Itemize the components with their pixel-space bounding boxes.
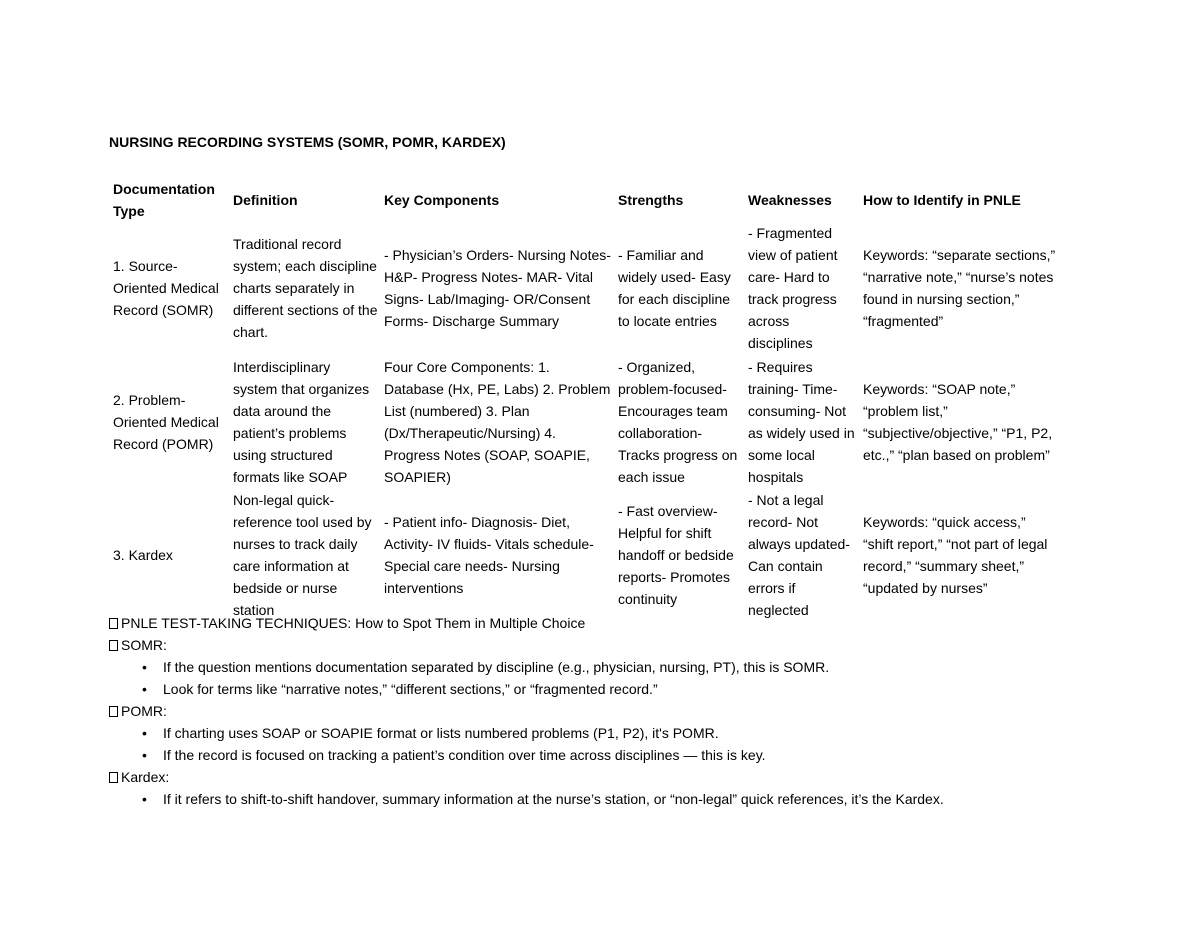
table-row — [109, 222, 1059, 354]
missing-glyph-icon — [109, 640, 118, 651]
tips-bullet: • If it refers to shift-to-shift handover, summary information at the nurse’s station, or “non-legal” quick references, it’s the Kardex. — [109, 788, 1109, 810]
missing-glyph-icon — [109, 618, 118, 629]
cell-weaknesses: - Not a legal record- Not always updated- Can contain errors if neglected — [748, 492, 850, 618]
tips-bullet: • If the question mentions documentation separated by discipline (e.g., physician, nursing, PT), this is SOMR. — [109, 656, 1109, 678]
cell-strengths: - Familiar and widely used- Easy for each discipline to locate entries — [618, 247, 731, 329]
header-documentation-type: Documentation Type — [113, 181, 215, 219]
header-definition: Definition — [233, 192, 298, 208]
tips-bullet-list — [109, 722, 1109, 766]
header-key-components: Key Components — [384, 192, 500, 208]
tips-section-label-text: POMR: — [121, 703, 167, 719]
cell-how-to-identify: Keywords: “SOAP note,” “problem list,” “subjective/objective,” “P1, P2, etc.,” “plan based on problem” — [863, 380, 1053, 463]
missing-glyph-icon — [109, 772, 118, 783]
tips-section-label-text: Kardex: — [121, 769, 170, 785]
table-header-row — [109, 178, 1059, 222]
cell-strengths: - Organized, problem-focused- Encourages team collaboration- Tracks progress on each issue — [618, 358, 738, 485]
cell-documentation-type: 3. Kardex — [113, 547, 173, 563]
cell-key-components: - Physician’s Orders- Nursing Notes- H&P- Progress Notes- MAR- Vital Signs- Lab/Imaging- OR/Consent Forms- Discharge Summary — [384, 247, 611, 329]
cell-definition: Interdisciplinary system that organizes data around the patient’s problems using structured formats like SOAP — [233, 358, 370, 485]
cell-weaknesses: - Fragmented view of patient care- Hard to track progress across disciplines — [748, 225, 838, 351]
tips-bullet: • If the record is focused on tracking a patient’s condition over time across disciplines — this is key. — [109, 744, 1109, 766]
tips-heading-text: PNLE TEST-TAKING TECHNIQUES: How to Spot Them in Multiple Choice — [121, 615, 586, 631]
cell-strengths: - Fast overview- Helpful for shift handoff or bedside reports- Promotes continuity — [618, 503, 734, 607]
tips-section-label-text: SOMR: — [121, 637, 167, 653]
recording-systems-table — [109, 178, 1059, 621]
header-strengths: Strengths — [618, 192, 684, 208]
tips-bullet-list — [109, 656, 1109, 700]
tips-bullet-list — [109, 788, 1109, 810]
tips-heading — [109, 612, 1109, 634]
cell-definition: Traditional record system; each discipline charts separately in different sections of the chart. — [233, 236, 378, 340]
cell-how-to-identify: Keywords: “quick access,” “shift report,” “not part of legal record,” “summary sheet,” “updated by nurses” — [863, 514, 1048, 596]
cell-documentation-type: 2. Problem-Oriented Medical Record (POMR) — [113, 391, 219, 452]
table-row — [109, 354, 1059, 489]
test-taking-tips — [109, 612, 1109, 810]
tips-section-label — [109, 766, 1109, 788]
table-row — [109, 489, 1059, 621]
cell-weaknesses: - Requires training- Time-consuming- Not as widely used in some local hospitals — [748, 358, 855, 485]
cell-key-components: - Patient info- Diagnosis- Diet, Activity- IV fluids- Vitals schedule- Special care needs- Nursing interventions — [384, 514, 594, 596]
cell-key-components: Four Core Components: 1. Database (Hx, PE, Labs) 2. Problem List (numbered) 3. Plan (Dx/Therapeutic/Nursing) 4. Progress Notes (SOAP, SOAPIE, SOAPIER) — [384, 358, 611, 485]
cell-how-to-identify: Keywords: “separate sections,” “narrative note,” “nurse’s notes found in nursing section,” “fragmented” — [863, 247, 1056, 329]
header-how-to-identify: How to Identify in PNLE — [863, 192, 1021, 208]
cell-documentation-type: 1. Source-Oriented Medical Record (SOMR) — [113, 258, 219, 318]
cell-definition: Non-legal quick-reference tool used by nurses to track daily care information at bedside or nurse station — [233, 492, 372, 618]
missing-glyph-icon — [109, 706, 118, 717]
tips-section-label — [109, 700, 1109, 722]
tips-bullet: • Look for terms like “narrative notes,” “different sections,” or “fragmented record.” — [109, 678, 1109, 700]
document-title: NURSING RECORDING SYSTEMS (SOMR, POMR, KARDEX) — [109, 134, 506, 150]
header-weaknesses: Weaknesses — [748, 192, 832, 208]
tips-bullet: • If charting uses SOAP or SOAPIE format or lists numbered problems (P1, P2), it's POMR. — [109, 722, 1109, 744]
tips-section-label — [109, 634, 1109, 656]
